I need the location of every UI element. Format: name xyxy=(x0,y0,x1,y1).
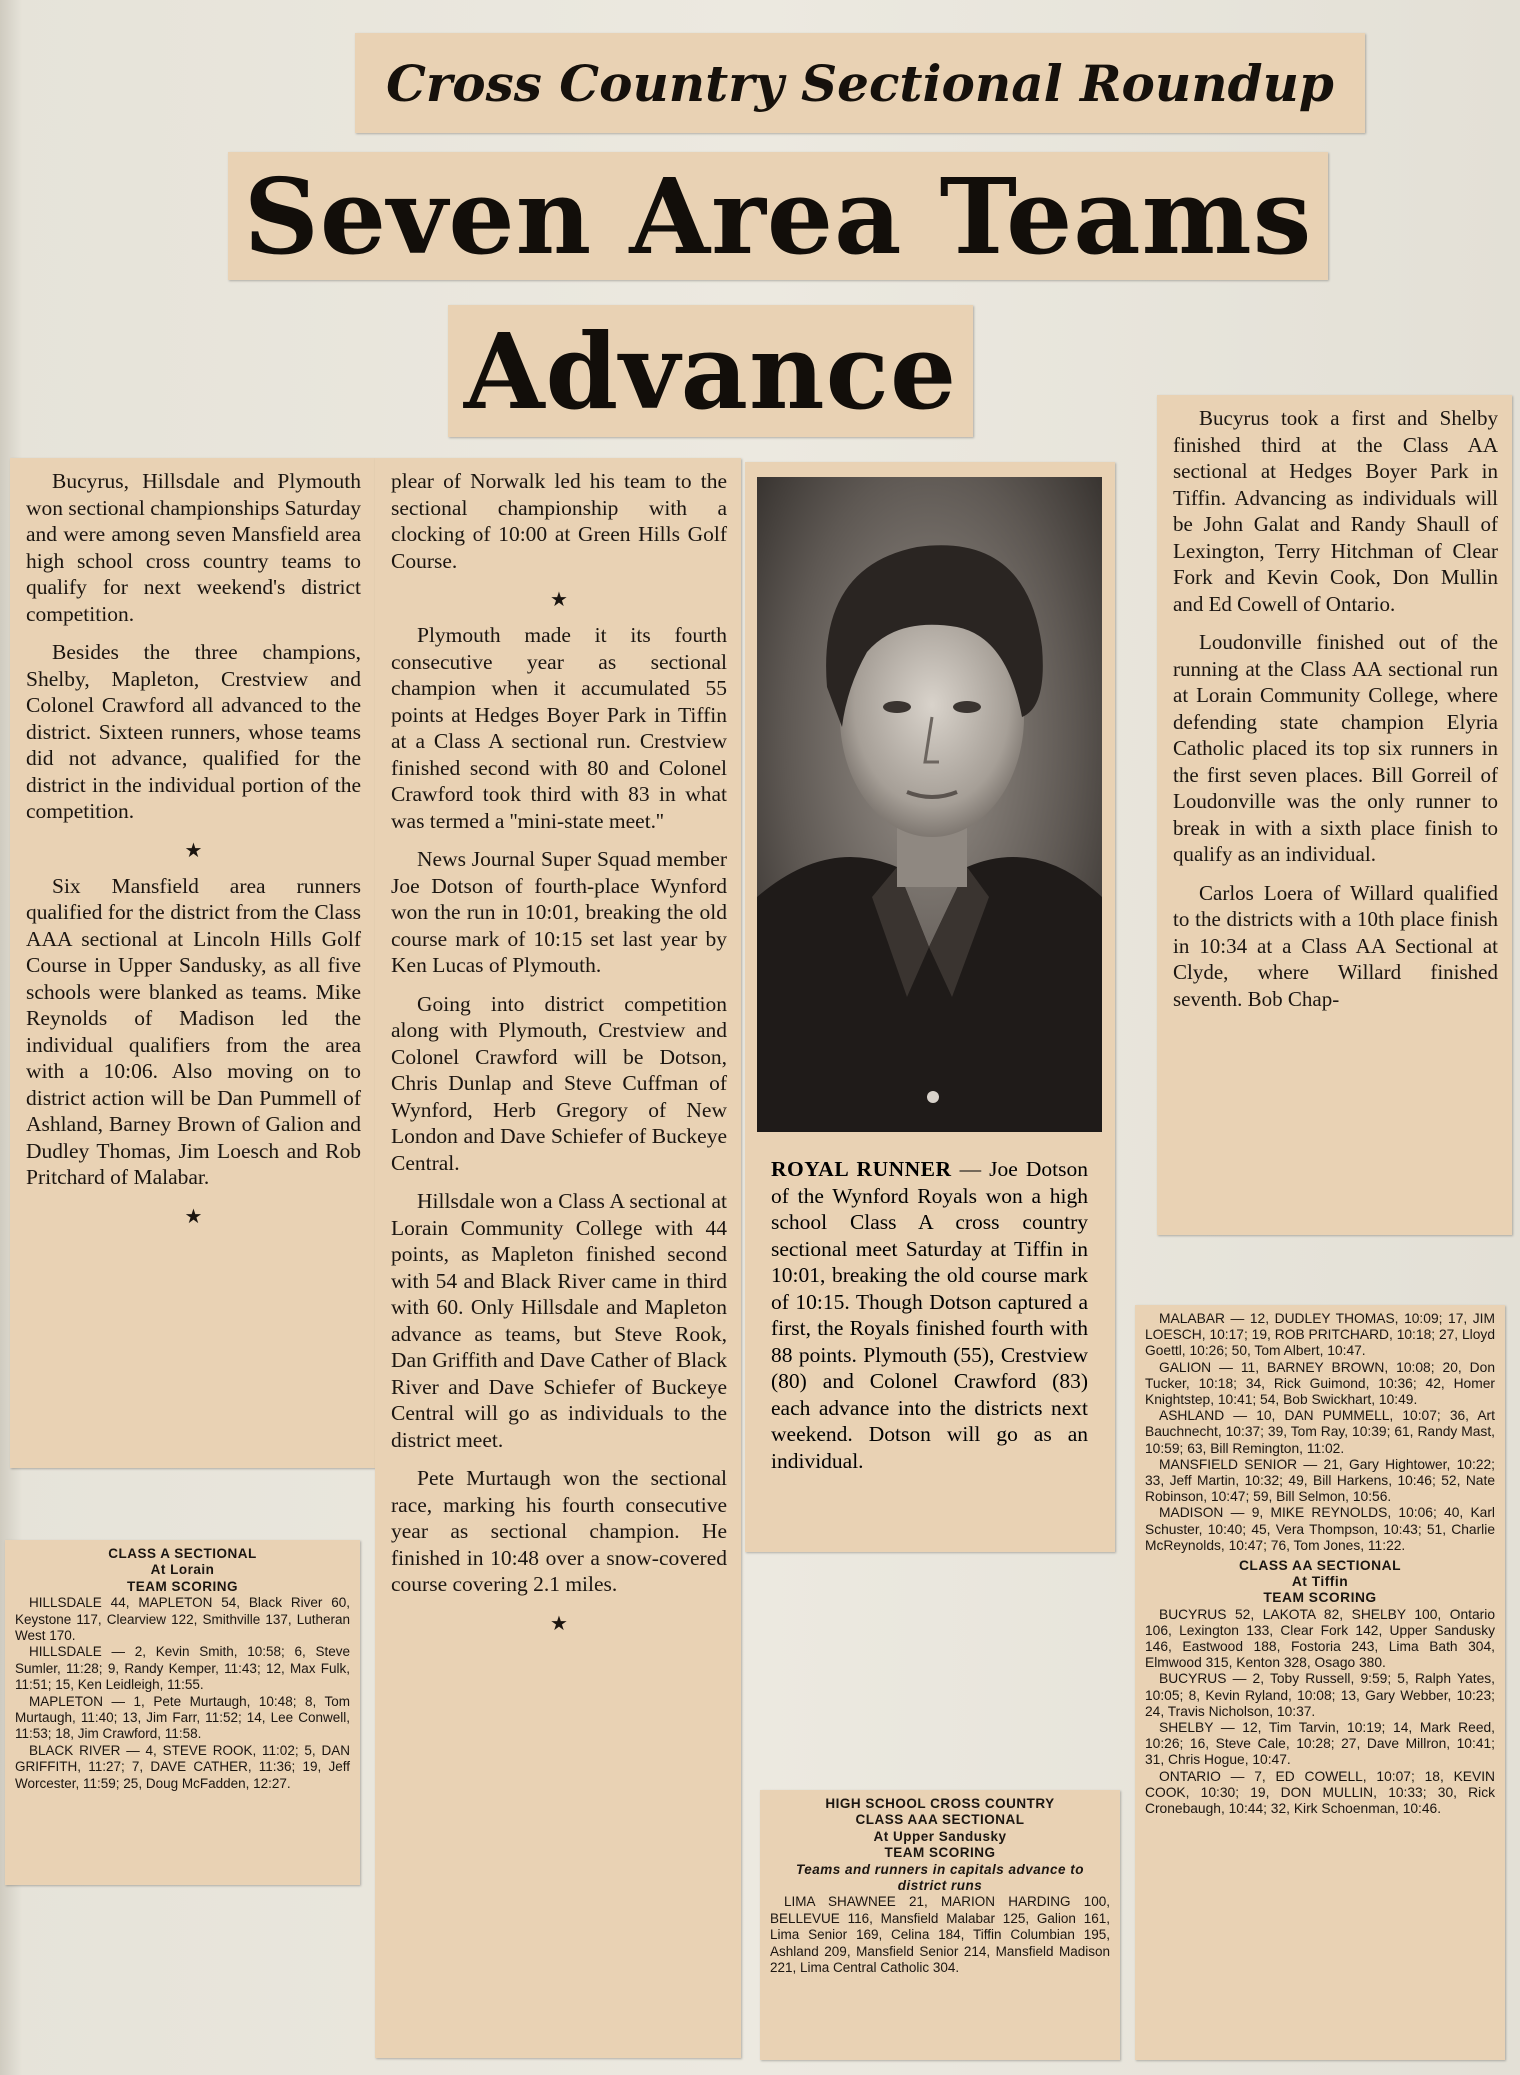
photo-caption xyxy=(757,1150,1102,1550)
kicker-text: Cross Country Sectional Roundup xyxy=(386,53,1334,113)
paragraph: plear of Norwalk led his team to the sectional championship with a clocking of 10:00 at Green Hills Golf Course. xyxy=(391,469,727,573)
paragraph: Hillsdale won a Class A sectional at Lorain Community College with 44 points, as Mapleton finished second with 54 and Black River came in third with 60. Only Hillsdale and Mapleton advance as teams, but Steve Rook, Dan Griffith and Dave Cather of Black River and Dave Schiefer of Buckeye Central will go as individuals to the district meet. xyxy=(391,1189,727,1452)
headline-line-2 xyxy=(448,305,973,437)
box-subheading: At Tiffin xyxy=(1291,1574,1349,1590)
team-result: MANSFIELD SENIOR — 21, Gary Hightower, 10:22; 33, Jeff Martin, 10:32; 49, Bill Harkens, 10:46; 52, Nate Robinson, 10:47; 59, Bill Selmon, 10:56. xyxy=(1145,1456,1495,1505)
box-subheading: At Lorain xyxy=(150,1562,215,1578)
box-note: Teams and runners in capitals advance to district runs xyxy=(795,1861,1085,1894)
headline-text-1: Seven Area Teams xyxy=(243,154,1313,278)
headline-text-2: Advance xyxy=(463,309,958,433)
paragraph: Six Mansfield area runners qualified for the district from the Class AAA sectional at Lincoln Hills Golf Course in Upper Sandusky, as all five schools were blanked as teams. Mike Reynolds of Madison led the individual qualifiers from the area with a 10:06. Also moving on to district action will be Dan Pummell of Ashland, Barney Brown of Galion and Dudley Thomas, Jim Loesch and Rob Pritchard of Malabar. xyxy=(26,873,361,1189)
box-subheading: TEAM SCORING xyxy=(126,1578,238,1594)
team-scores: HILLSDALE 44, MAPLETON 54, Black River 60, Keystone 117, Clearview 122, Smithville 137, Lutheran West 170. xyxy=(15,1595,350,1644)
paragraph: Bucyrus took a first and Shelby finished third at the Class AA sectional at Hedges Boyer Park in Tiffin. Advancing as individuals will be John Galat and Randy Shaull of Lexington, Terry Hitchman of Clear Fork and Kevin Cook, Don Mullin and Ed Cowell of Ontario. xyxy=(1173,406,1498,616)
team-scores: LIMA SHAWNEE 21, MARION HARDING 100, BELLEVUE 116, Mansfield Malabar 125, Galion 161, Lima Senior 169, Celina 184, Tiffin Columbian 195, Ashland 209, Mansfield Senior 214, Mansfield Madison 221, Lima Central Catholic 304. xyxy=(770,1894,1110,1976)
box-heading: HIGH SCHOOL CROSS COUNTRY xyxy=(825,1796,1055,1811)
team-result: SHELBY — 12, Tim Tarvin, 10:19; 14, Mark Reed, 10:26; 16, Steve Cale, 10:28; 27, Dave Millron, 10:41; 31, Chris Hogue, 10:47. xyxy=(1145,1720,1495,1768)
box-subheading: CLASS AAA SECTIONAL xyxy=(855,1812,1025,1828)
star-separator: ★ xyxy=(184,837,203,862)
paragraph: Bucyrus, Hillsdale and Plymouth won sectional championships Saturday and were among seven Mansfield area high school cross country teams to qualify for next weekend's district competition. xyxy=(26,469,361,626)
team-result: MAPLETON — 1, Pete Murtaugh, 10:48; 8, Tom Murtaugh, 11:40; 13, Jim Farr, 11:52; 14, Lee Conwell, 11:53; 18, Jim Crawford, 11:58. xyxy=(15,1693,350,1742)
kicker-headline xyxy=(355,33,1365,133)
team-result: GALION — 11, BARNEY BROWN, 10:08; 20, Don Tucker, 10:18; 34, Rick Guimond, 10:36; 42, Homer Knightstep, 10:41; 54, Bob Swickhart, 10:49. xyxy=(1145,1359,1495,1408)
caption-title: ROYAL RUNNER xyxy=(771,1157,952,1181)
right-results-box xyxy=(1135,1305,1505,2060)
team-result: MALABAR — 12, DUDLEY THOMAS, 10:09; 17, JIM LOESCH, 10:17; 19, ROB PRITCHARD, 10:18; 27, Lloyd Goettl, 10:26; 50, Tom Albert, 10:47. xyxy=(1145,1311,1495,1359)
headline-line-1 xyxy=(228,152,1328,280)
portrait-illustration xyxy=(757,477,1102,1132)
team-result: ONTARIO — 7, ED COWELL, 10:07; 18, KEVIN COOK, 10:30; 19, DON MULLIN, 10:33; 30, Rick Cronebaugh, 10:44; 32, Kirk Schoenman, 10:46. xyxy=(1145,1768,1495,1817)
article-column-1 xyxy=(10,458,375,1468)
team-result: BLACK RIVER — 4, STEVE ROOK, 11:02; 5, DAN GRIFFITH, 11:27; 7, DAVE CATHER, 11:36; 19, Jeff Worcester, 11:59; 25, Doug McFadden, 12:27. xyxy=(15,1742,350,1791)
box-subheading: TEAM SCORING xyxy=(884,1845,996,1861)
box-heading: CLASS AA SECTIONAL xyxy=(1238,1558,1402,1574)
article-column-2 xyxy=(375,458,741,2058)
team-result: MADISON — 9, MIKE REYNOLDS, 10:06; 40, Karl Schuster, 10:40; 45, Vera Thompson, 10:43; 51, Charlie McReynolds, 10:47; 76, Tom Jones, 11:22. xyxy=(1145,1505,1495,1553)
article-column-4 xyxy=(1157,395,1512,1235)
paragraph: Going into district competition along with Plymouth, Crestview and Colonel Crawford will be Dotson, Chris Dunlap and Steve Cuffman of Wynford, Herb Gregory of New London and Dave Schiefer of Buckeye Central. xyxy=(391,991,727,1175)
box-heading: CLASS A SECTIONAL xyxy=(108,1546,257,1561)
paragraph: News Journal Super Squad member Joe Dotson of fourth-place Wynford won the run in 10:01, breaking the old course mark of 10:15 set last year by Ken Lucas of Plymouth. xyxy=(391,847,727,977)
caption-text: — Joe Dotson of the Wynford Royals won a high school Class A cross country sectional meet Saturday at Tiffin in 10:01, breaking the old course mark of 10:15. Though Dotson captured a first, the Royals finished fourth with 88 points. Plymouth (55), Crestview (80) and Colonel Crawford (83) each advance into the districts next weekend. Dotson will go as an individual. xyxy=(771,1157,1088,1473)
star-separator: ★ xyxy=(550,587,568,611)
box-subheading: TEAM SCORING xyxy=(1263,1590,1377,1606)
portrait-photo xyxy=(757,477,1102,1132)
paragraph: Carlos Loera of Willard qualified to the districts with a 10th place finish in 10:34 at a Class AA Sectional at Clyde, where Willard finished seventh. Bob Chap- xyxy=(1173,880,1498,1011)
paragraph: Besides the three champions, Shelby, Mapleton, Crestview and Colonel Crawford all advanced to the district. Sixteen runners, whose teams did not advance, qualified for the district in the individual portion of the competition. xyxy=(26,640,361,823)
team-result: BUCYRUS — 2, Toby Russell, 9:59; 5, Ralph Yates, 10:05; 8, Kevin Ryland, 10:08; 13, Gary Webber, 10:23; 24, Travis Nicholson, 10:37. xyxy=(1145,1671,1495,1719)
class-aaa-results-box xyxy=(760,1790,1120,2060)
team-scores: BUCYRUS 52, LAKOTA 82, SHELBY 100, Ontario 106, Lexington 133, Clear Fork 142, Upper Sandusky 146, Eastwood 188, Fostoria 243, Lima Bath 304, Elmwood 315, Kenton 328, Osago 380. xyxy=(1145,1606,1495,1671)
class-a-results-box xyxy=(5,1540,360,1885)
paragraph: Loudonville finished out of the running at the Class AA sectional run at Lorain Community College, where defending state champion Elyria Catholic placed its top six runners in the first seven places. Bill Gorreil of Loudonville was the only runner to break in with a sixth place finish to qualify as an individual. xyxy=(1173,630,1498,866)
paragraph: Plymouth made it its fourth consecutive year as sectional champion when it accumulated 55 points at Hedges Boyer Park in Tiffin at a Class A sectional run. Crestview finished second with 80 and Colonel Crawford took third with 83 in what was termed a ''mini-state meet.'' xyxy=(391,623,727,833)
paragraph: Pete Murtaugh won the sectional race, marking his fourth consecutive year as sectional champion. He finished in 10:48 over a snow-covered course covering 2.1 miles. xyxy=(391,1466,727,1596)
team-result: HILLSDALE — 2, Kevin Smith, 10:58; 6, Steve Sumler, 11:28; 9, Randy Kemper, 11:43; 12, Max Fulk, 11:51; 15, Ken Leidleigh, 11:55. xyxy=(15,1644,350,1693)
box-subheading: At Upper Sandusky xyxy=(873,1828,1007,1844)
star-separator: ★ xyxy=(550,1610,568,1635)
team-result: ASHLAND — 10, DAN PUMMELL, 10:07; 36, Art Bauchnecht, 10:37; 39, Tom Ray, 10:39; 61, Randy Mast, 10:59; 63, Bill Remington, 11:02. xyxy=(1145,1408,1495,1456)
star-separator: ★ xyxy=(184,1203,203,1228)
